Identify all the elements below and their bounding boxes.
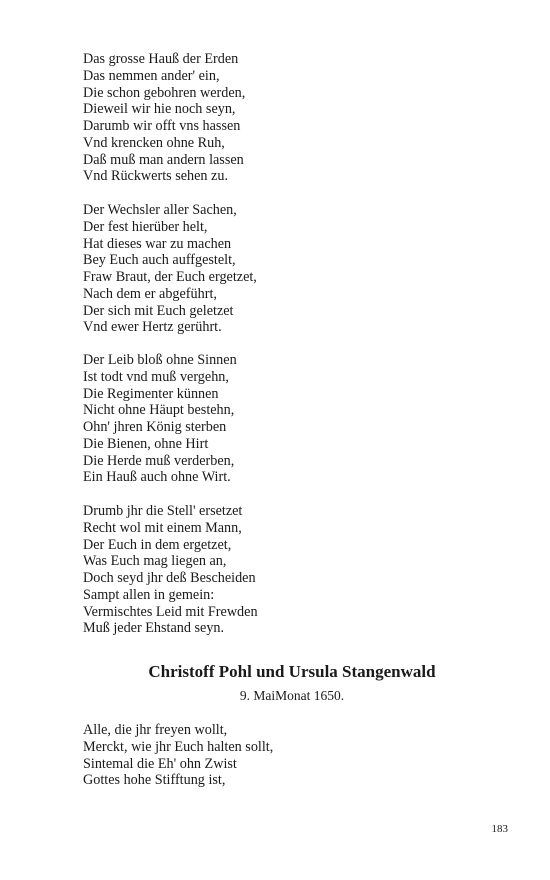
verse-line: Das grosse Hauß der Erden: [83, 51, 239, 67]
verse-line: Fraw Braut, der Euch ergetzet,: [83, 269, 257, 285]
verse-line: Bey Euch auch auffgestelt,: [83, 252, 236, 269]
verse-line: Der Wechsler aller Sachen,: [83, 202, 237, 218]
verse-line: Ohn' jhren König sterben: [83, 419, 227, 435]
page-number: 183: [491, 823, 508, 835]
stanza-2: [83, 202, 257, 336]
verse-line: Sampt allen in gemein:: [83, 586, 215, 603]
verse-line: Ist todt vnd muß vergehn,: [83, 368, 229, 385]
verse-line: Vnd ewer Hertz gerührt.: [83, 319, 222, 336]
stanza-5: [83, 722, 273, 789]
verse-line: Der sich mit Euch geletzet: [83, 302, 234, 319]
verse-line: Muß jeder Ehstand seyn.: [83, 620, 225, 637]
poem-title: Christoff Pohl und Ursula Stangenwald: [148, 662, 436, 681]
stanza-4: [83, 503, 258, 637]
verse-line: Ein Hauß auch ohne Wirt.: [83, 469, 231, 486]
verse-line: Doch seyd jhr deß Bescheiden: [83, 570, 256, 586]
verse-line: Hat dieses war zu machen: [83, 235, 232, 252]
verse-line: Recht wol mit einem Mann,: [83, 519, 242, 536]
stanza-1: [83, 51, 245, 185]
verse-line: Der Leib bloß ohne Sinnen: [83, 352, 237, 368]
verse-line: Vermischtes Leid mit Frewden: [83, 603, 258, 620]
verse-line: Sintemal die Eh' ohn Zwist: [83, 755, 237, 772]
poem-date: 9. MaiMonat 1650.: [239, 688, 345, 703]
verse-line: Drumb jhr die Stell' ersetzet: [83, 503, 243, 519]
verse-line: Der Euch in dem ergetzet,: [83, 536, 232, 553]
verse-line: Gottes hohe Stifftung ist,: [83, 772, 226, 789]
verse-line: Vnd krencken ohne Ruh,: [83, 134, 225, 151]
verse-line: Die Regimenter künnen: [83, 385, 219, 402]
verse-line: Das nemmen ander' ein,: [83, 67, 220, 84]
verse-line: Nicht ohne Häupt bestehn,: [83, 402, 235, 419]
verse-line: Was Euch mag liegen an,: [83, 553, 227, 570]
verse-line: Die Herde muß verderben,: [83, 452, 235, 469]
verse-line: Die Bienen, ohne Hirt: [83, 435, 209, 452]
verse-line: Die schon gebohren werden,: [83, 84, 246, 101]
verse-line: Vnd Rückwerts sehen zu.: [83, 168, 228, 185]
verse-line: Nach dem er abgeführt,: [83, 285, 217, 302]
verse-line: Alle, die jhr freyen wollt,: [83, 722, 228, 738]
verse-line: Der fest hierüber helt,: [83, 218, 208, 235]
verse-line: Dieweil wir hie noch seyn,: [83, 101, 236, 118]
verse-line: Darumb wir offt vns hassen: [83, 118, 241, 134]
verse-line: Merckt, wie jhr Euch halten sollt,: [83, 738, 274, 755]
verse-line: Daß muß man andern lassen: [83, 151, 244, 168]
stanza-3: [83, 352, 237, 486]
